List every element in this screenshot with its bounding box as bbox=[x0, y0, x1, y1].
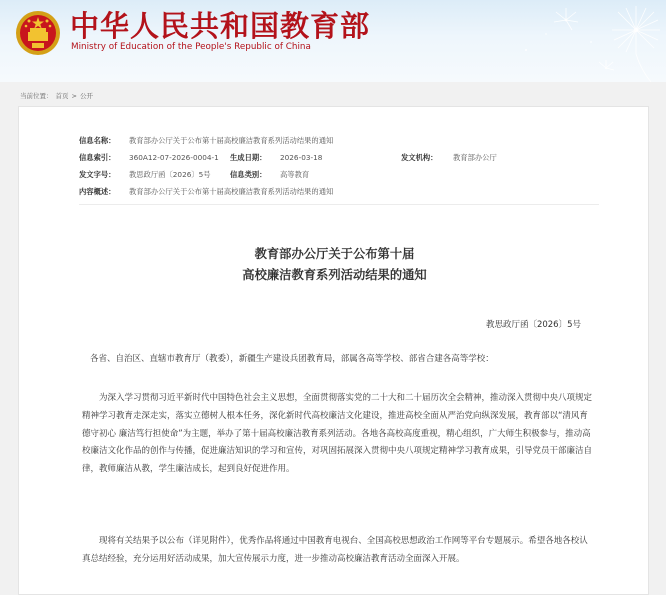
meta-org-value: 教育部办公厅 bbox=[453, 153, 497, 162]
document-paragraph-2: 现将有关结果予以公布（详见附件），优秀作品将通过中国教育电视台、全国高校思想政治工作网等平台专题展示。希望各地各校认真总结经验，充分运用好活动成果，加大宣传展示力度，进一步推动高校廉洁教育活动全面深入开展。 bbox=[82, 536, 588, 564]
breadcrumb-prefix: 当前位置： bbox=[20, 92, 53, 100]
meta-docno-value: 教思政厅函〔2026〕5号 bbox=[129, 170, 211, 179]
document-title-line2: 高校廉洁教育系列活动结果的通知 bbox=[242, 268, 427, 282]
meta-category-label: 信息类别： bbox=[230, 170, 267, 179]
document-title-line1: 教育部办公厅关于公布第十届 bbox=[254, 247, 415, 261]
meta-summary-value: 教育部办公厅关于公布第十届高校廉洁教育系列活动结果的通知 bbox=[129, 187, 334, 196]
meta-name-value: 教育部办公厅关于公布第十届高校廉洁教育系列活动结果的通知 bbox=[129, 136, 334, 145]
site-title: 中华人民共和国教育部 bbox=[70, 9, 371, 43]
document-addressee: 各省、自治区、直辖市教育厅（教委），新疆生产建设兵团教育局，部属各高等学校、部省合建各高等学校： bbox=[90, 354, 494, 364]
breadcrumb-current[interactable]: 公开 bbox=[79, 92, 93, 100]
meta-category-value: 高等教育 bbox=[280, 170, 310, 179]
meta-docno-label: 发文字号： bbox=[79, 170, 116, 179]
meta-date-value: 2026-03-18 bbox=[280, 153, 323, 162]
meta-date-label: 生成日期： bbox=[230, 153, 267, 162]
meta-index-label: 信息索引： bbox=[79, 153, 116, 162]
meta-name-label: 信息名称： bbox=[79, 136, 116, 145]
meta-summary-label: 内容概述： bbox=[79, 187, 116, 196]
breadcrumb-separator: > bbox=[71, 92, 77, 100]
breadcrumb-home-link[interactable]: 首页 bbox=[55, 92, 69, 100]
meta-org-label: 发文机构： bbox=[401, 153, 438, 162]
dandelion-decoration-icon bbox=[406, 0, 666, 82]
national-emblem-icon bbox=[15, 10, 61, 56]
meta-index-value: 360A12-07-2026-0004-1 bbox=[129, 153, 219, 162]
document-paragraph-1: 为深入学习贯彻习近平新时代中国特色社会主义思想，全面贯彻落实党的二十大和二十届历次全会精神，推动深入贯彻中央八项规定精神学习教育走深走实，落实立德树人根本任务，深化新时代高校廉洁文化建设，推进高校全面从严治党向纵深发展，教育部以“清风育德守初心 廉洁笃行担使命”为主题，举办了第十届高校廉洁教育系列活动。各地各高校高度重视，精心组织，广大师生积极参与，推动高校廉洁文化作品的创作与传播，促进廉洁知识的学习和宣传，对巩固拓展深入贯彻中央八项规定精神学习教育成果，引导党员干部廉洁自律，教师廉洁从教，学生廉洁成长，起到良好促进作用。 bbox=[82, 393, 593, 475]
site-subtitle: Ministry of Education of the People's Republic of China bbox=[71, 42, 311, 52]
metadata-divider bbox=[79, 204, 599, 205]
breadcrumb bbox=[20, 91, 96, 100]
site-header bbox=[0, 0, 666, 82]
document-number: 教思政厅函〔2026〕5号 bbox=[485, 320, 581, 330]
document-card bbox=[18, 106, 649, 595]
